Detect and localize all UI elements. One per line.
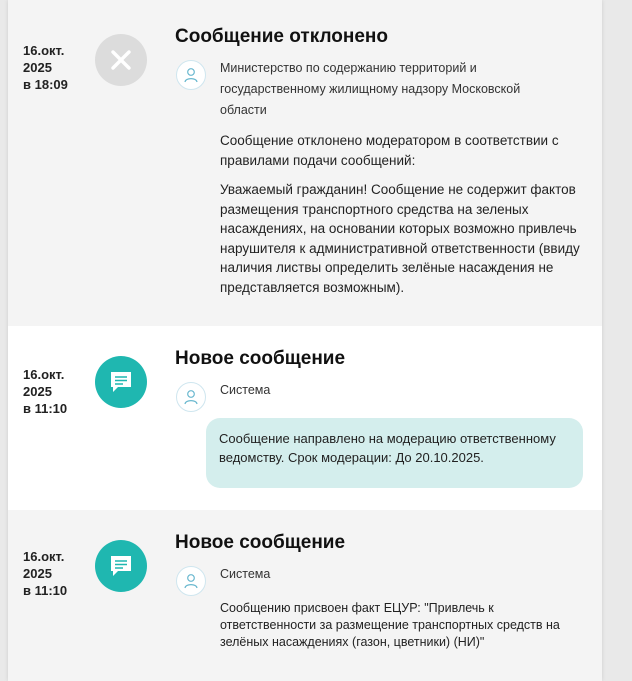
user-avatar-icon [176,60,206,90]
date-year: 2025 [23,566,52,581]
date-time: в 18:09 [23,77,68,92]
history-entry-rejected [8,0,602,326]
user-avatar-icon [176,566,206,596]
entry-author: Система [220,567,271,581]
history-entry-new-message [8,510,602,681]
date-day: 16.окт. [23,549,65,564]
entry-author: Система [220,383,271,397]
chat-icon [95,540,147,592]
date-year: 2025 [23,60,52,75]
entry-text: Сообщению присвоен факт ЕЦУР: "Привлечь к ответственности за размещение транспортных средств на зелёных насаждениях (газон, цветники) (НИ)" [220,601,560,649]
history-entry-new-message [8,326,602,510]
entry-title: Новое сообщение [175,348,346,369]
date-time: в 11:10 [23,583,68,598]
entry-author: Министерство по содержанию территорий и государственному жилищному надзору Московской области [220,61,521,117]
entry-date [23,42,93,93]
message-history-feed [8,0,602,681]
chat-icon [95,356,147,408]
entry-title: Новое сообщение [175,532,346,553]
entry-date [23,548,93,599]
close-icon [95,34,147,86]
entry-paragraph: Уважаемый гражданин! Сообщение не содержит фактов размещения транспортного средства на зеленых насаждениях, на основании которых возможно привлечь нарушителя к административной ответственности (ввиду наличия листвы определить зелёные насаждения не представляется возможным). [220,182,580,295]
date-day: 16.окт. [23,367,65,382]
date-time: в 11:10 [23,401,68,416]
user-avatar-icon [176,382,206,412]
date-year: 2025 [23,384,52,399]
entry-title: Сообщение отклонено [175,26,388,47]
date-day: 16.окт. [23,43,65,58]
message-bubble: Сообщение направлено на модерацию ответственному ведомству. Срок модерации: До 20.10.2025. [206,418,583,488]
entry-date [23,366,93,417]
entry-paragraph: Сообщение отклонено модератором в соответствии с правилами подачи сообщений: [220,133,559,168]
